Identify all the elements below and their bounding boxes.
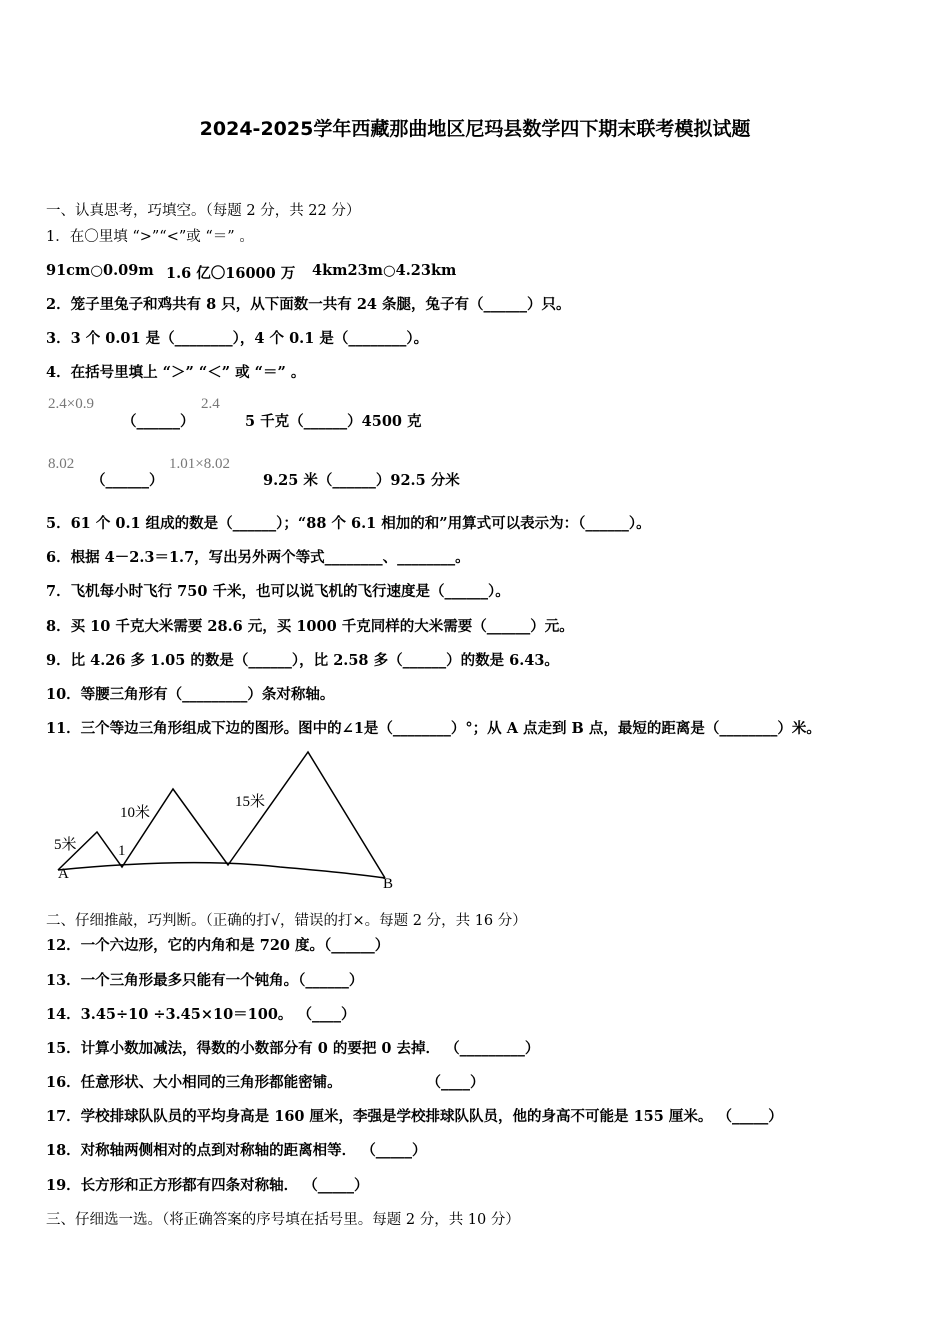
question-5: 5．61 个 0.1 组成的数是（______）；“88 个 6.1 相加的和”用算式可以表示为：（______）。 [46,515,651,532]
label-angle-1: 1 [118,843,126,859]
q4-item: 9.25 米（______）92.5 分米 [263,472,460,489]
question-6: 6．根据 4－2.3＝1.7，写出另外两个等式________、________。 [46,549,470,566]
question-7: 7．飞机每小时飞行 750 千米，也可以说飞机的飞行速度是（______）。 [46,583,510,600]
label-5m: 5米 [54,837,77,853]
q4-item: 5 千克（______）4500 克 [245,413,422,430]
question-1: 1．在〇里填 “>”“<”或 “＝” 。 [46,229,254,245]
question-4: 4．在括号里填上 “＞” “＜” 或 “＝” 。 [46,364,306,381]
q1-item: 4km23m○4.23km [312,262,457,279]
triangles-figure [40,745,410,895]
q4-expr: 8.02 [48,456,75,472]
question-14: 14．3.45÷10 ÷3.45×10＝100。 （____） [46,1006,356,1023]
question-10: 10．等腰三角形有（_________）条对称轴。 [46,686,335,703]
question-12: 12．一个六边形，它的内角和是 720 度。（______） [46,937,390,954]
label-b: B [383,876,394,892]
question-16: 16．任意形状、大小相同的三角形都能密铺。 （____） [46,1074,485,1091]
question-17: 17．学校排球队队员的平均身高是 160 厘米，李强是学校排球队队员，他的身高不可能是 155 厘米。 （_____） [46,1108,783,1125]
q1-item: 1.6 亿〇16000 万 [166,265,296,282]
question-9: 9．比 4.26 多 1.05 的数是（______），比 2.58 多（______）的数是 6.43。 [46,652,559,669]
question-2: 2．笼子里兔子和鸡共有 8 只，从下面数一共有 24 条腿，兔子有（______）只。 [46,296,571,313]
q4-blank: （______） [91,472,164,489]
section-1-heading: 一、认真思考，巧填空。（每题 2 分，共 22 分） [46,203,361,219]
label-a: A [58,866,69,882]
q4-expr: 2.4 [201,396,220,412]
label-15m: 15米 [235,794,266,810]
section-3-heading: 三、仔细选一选。（将正确答案的序号填在括号里。每题 2 分，共 10 分） [46,1212,520,1228]
label-10m: 10米 [120,805,151,821]
question-19: 19．长方形和正方形都有四条对称轴． （_____） [46,1177,369,1194]
question-13: 13．一个三角形最多只能有一个钝角。（______） [46,972,364,989]
question-15: 15．计算小数加减法，得数的小数部分有 0 的要把 0 去掉． （_________） [46,1040,540,1057]
question-18: 18．对称轴两侧相对的点到对称轴的距离相等． （_____） [46,1142,427,1159]
q4-expr: 1.01×8.02 [169,456,230,472]
page-title: 2024-2025学年西藏那曲地区尼玛县数学四下期末联考模拟试题 [199,118,751,140]
q4-expr: 2.4×0.9 [48,396,94,412]
section-2-heading: 二、仔细推敲，巧判断。（正确的打√，错误的打×。每题 2 分，共 16 分） [46,913,527,929]
q1-item: 91cm○0.09m [46,262,154,279]
q4-blank: （______） [122,413,195,430]
question-3: 3．3 个 0.01 是（________），4 个 0.1 是（________）。 [46,330,429,347]
question-8: 8．买 10 千克大米需要 28.6 元，买 1000 千克同样的大米需要（______）元。 [46,618,574,635]
question-11: 11．三个等边三角形组成下边的图形。图中的∠1是（________）°；从 A 点走到 B 点，最短的距离是（________）米。 [46,720,821,737]
